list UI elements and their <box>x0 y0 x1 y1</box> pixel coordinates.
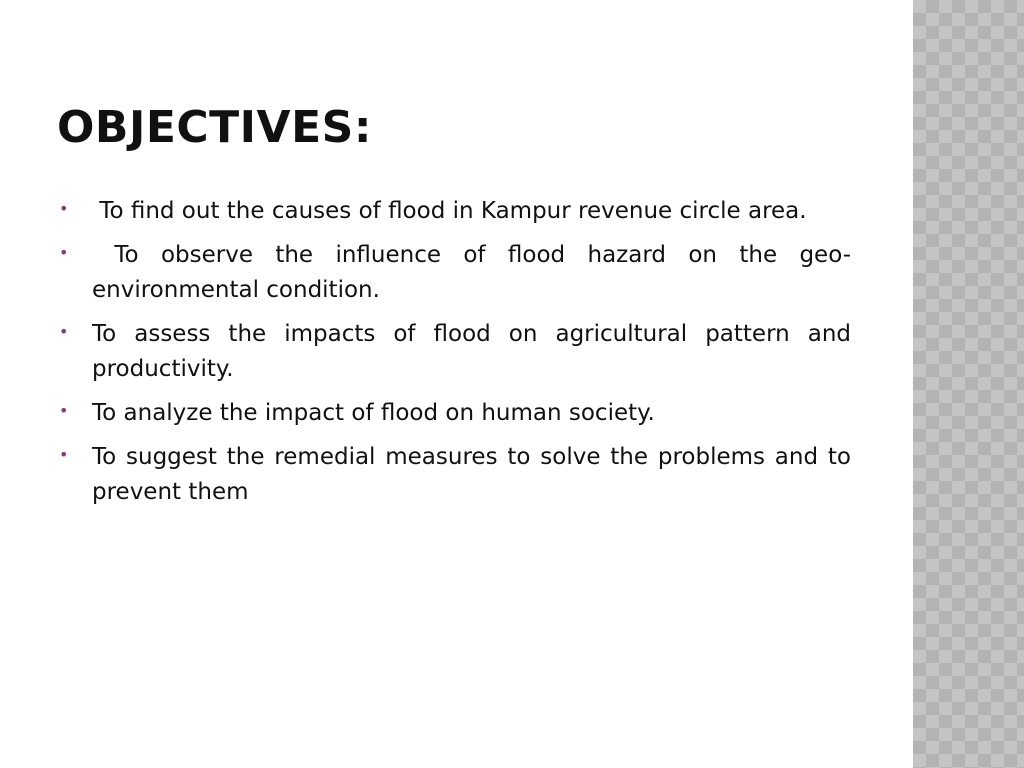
bullet-icon: • <box>59 199 69 218</box>
bullet-text: To analyze the impact of flood on human society. <box>92 400 655 426</box>
bullet-text: To observe the influence of flood hazard on the geo-environmental condition. <box>92 242 852 303</box>
decorative-side-band <box>913 0 1024 768</box>
bullet-item <box>57 440 851 510</box>
bullet-item <box>57 317 851 387</box>
bullet-item <box>57 238 851 308</box>
bullet-text: To assess the impacts of flood on agricultural pattern and productivity. <box>92 321 851 382</box>
bullet-item <box>57 194 851 229</box>
slide-title: OBJECTIVES: <box>57 102 372 153</box>
bullet-icon: • <box>59 322 69 341</box>
bullet-icon: • <box>59 243 69 262</box>
bullet-item <box>57 396 851 431</box>
bullet-icon: • <box>59 401 69 420</box>
bullet-text: To find out the causes of flood in Kampur revenue circle area. <box>92 198 807 224</box>
bullet-list <box>57 194 851 519</box>
bullet-icon: • <box>59 445 69 464</box>
bullet-text: To suggest the remedial measures to solve the problems and to prevent them <box>92 444 851 505</box>
